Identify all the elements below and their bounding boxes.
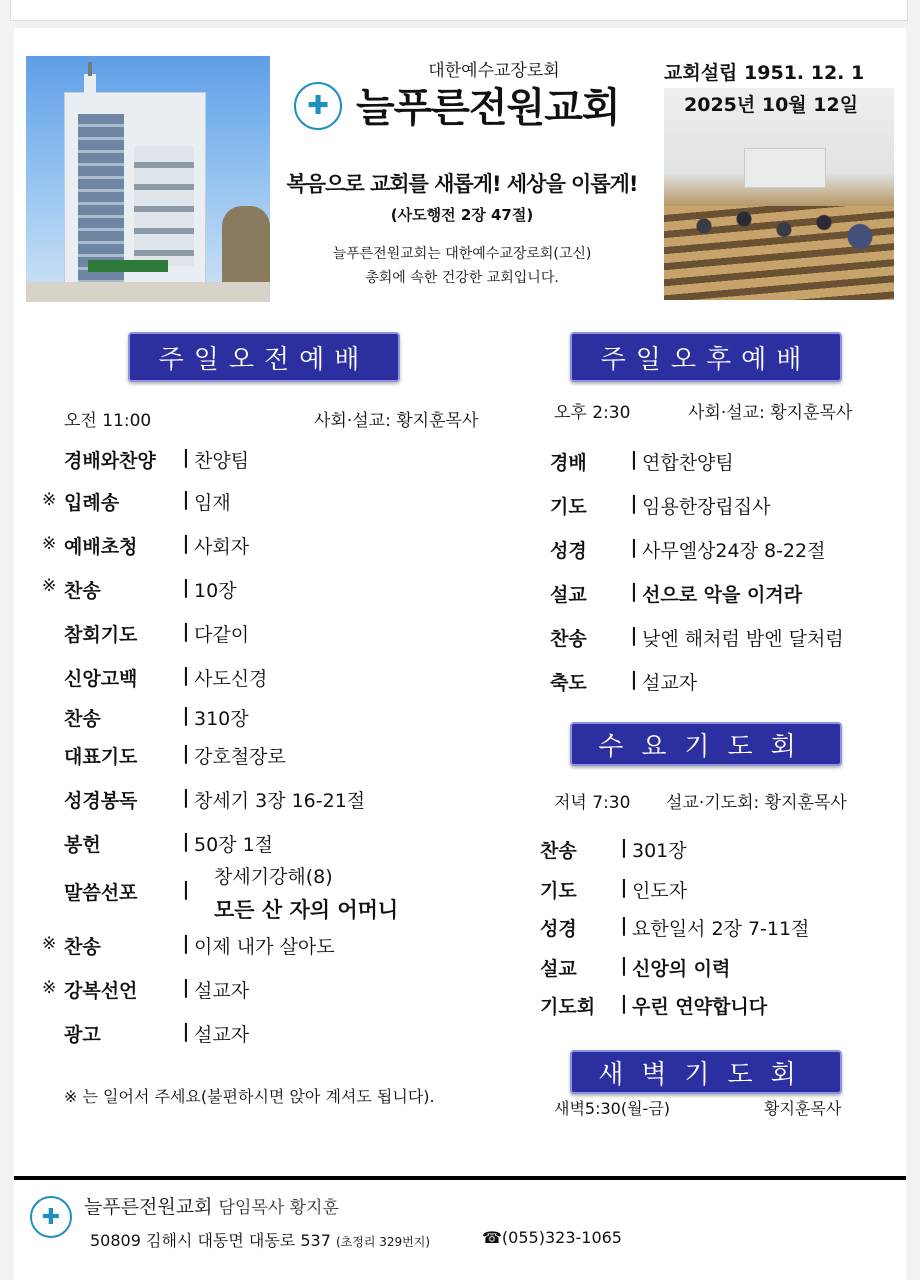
- dawn-leader: 황지훈목사: [764, 1099, 842, 1118]
- footer-divider: [14, 1176, 906, 1180]
- morning-item: 찬송 | 이제 내가 살아도: [64, 932, 335, 958]
- wednesday-prayer-banner: 수요기도회: [570, 722, 842, 766]
- morning-time: 오전 11:00: [64, 411, 152, 431]
- footer-address-note: (초정리 329번지): [335, 1235, 431, 1249]
- previous-page-strip: [10, 0, 908, 21]
- denomination: 대한예수교장로회: [428, 61, 560, 81]
- morning-item: 참회기도 | 다같이: [64, 620, 250, 646]
- bulletin-date: 2025년 10월 12일: [684, 94, 859, 116]
- standing-note: ※ 는 일어서 주세요(불편하시면 앉아 계셔도 됩니다).: [64, 1087, 435, 1106]
- footer-logo-icon: ✚: [30, 1196, 72, 1238]
- footer-phone: ☎(055)323-1065: [482, 1228, 622, 1247]
- wednesday-leader: 설교·기도회: 황지훈목사: [666, 793, 847, 813]
- wednesday-item: 찬송 | 301장: [540, 836, 687, 862]
- footer-church-name: 늘푸른전원교회: [84, 1196, 213, 1218]
- wednesday-item: 설교 | 신앙의 이력: [540, 954, 731, 980]
- footer-church: [84, 1192, 339, 1219]
- morning-item: 봉헌 | 50장 1절: [64, 830, 274, 856]
- wednesday-item: 성경 | 요한일서 2장 7-11절: [540, 914, 810, 940]
- stand-mark: ※: [42, 534, 57, 554]
- church-name: 늘푸른전원교회: [356, 85, 620, 131]
- morning-service-banner: 주일오전예배: [128, 332, 400, 382]
- wednesday-time: 저녁 7:30: [554, 793, 631, 813]
- dawn-time: 새벽5:30(월-금): [554, 1099, 671, 1118]
- morning-item: 성경봉독 | 창세기 3장 16-21절: [64, 786, 366, 812]
- motto-reference: (사도행전 2장 47절): [390, 206, 534, 224]
- sermon-series: 창세기강해(8): [214, 866, 333, 888]
- morning-item: 찬송 | 310장: [64, 704, 249, 730]
- morning-item: 예배초청 | 사회자: [64, 532, 250, 558]
- bulletin-page: [14, 28, 906, 1280]
- footer-address: [90, 1228, 430, 1251]
- morning-item: 대표기도 | 강호철장로: [64, 742, 286, 768]
- founded-date: 교회설립 1951. 12. 1: [664, 62, 865, 84]
- morning-item: 신앙고백 | 사도신경: [64, 664, 268, 690]
- morning-leader: 사회·설교: 황지훈목사: [314, 411, 479, 431]
- afternoon-item: 기도 | 임용한장립집사: [550, 492, 771, 518]
- footer-address-main: 50809 김해시 대동면 대동로 537: [90, 1231, 331, 1250]
- church-logo-icon: ✚: [294, 82, 342, 130]
- afternoon-item: 찬송 | 낮엔 해처럼 밤엔 달처럼: [550, 624, 844, 650]
- morning-item: 광고 | 설교자: [64, 1020, 250, 1046]
- morning-item: 강복선언 | 설교자: [64, 976, 250, 1002]
- wednesday-item: 기도회 | 우린 연약합니다: [540, 992, 768, 1018]
- wednesday-item: 기도 | 인도자: [540, 876, 688, 902]
- stand-mark: ※: [42, 576, 57, 596]
- afternoon-item: 설교 | 선으로 악을 이겨라: [550, 580, 803, 606]
- afternoon-item: 성경 | 사무엘상24장 8-22절: [550, 536, 826, 562]
- afternoon-item: 축도 | 설교자: [550, 668, 698, 694]
- morning-item: 입례송 | 임재: [64, 488, 231, 514]
- sermon-title: 모든 산 자의 어머니: [214, 898, 399, 922]
- morning-item: 경배와찬양 | 찬양팀: [64, 446, 250, 472]
- morning-item: 말씀선포 |: [64, 878, 190, 904]
- description-line-1: 늘푸른전원교회는 대한예수교장로회(고신): [332, 246, 592, 262]
- motto: 복음으로 교회를 새롭게! 세상을 이롭게!: [286, 172, 638, 196]
- church-building-photo: [26, 56, 270, 302]
- morning-item: 찬송 | 10장: [64, 576, 237, 602]
- dawn-prayer-banner: 새벽기도회: [570, 1050, 842, 1094]
- afternoon-service-banner: 주일오후예배: [570, 332, 842, 382]
- church-description: [272, 242, 652, 290]
- afternoon-item: 경배 | 연합찬양팀: [550, 448, 734, 474]
- footer-pastor: 담임목사 황지훈: [218, 1198, 339, 1218]
- stand-mark: ※: [42, 490, 57, 510]
- afternoon-time: 오후 2:30: [554, 403, 631, 423]
- description-line-2: 총회에 속한 건강한 교회입니다.: [365, 270, 559, 286]
- afternoon-leader: 사회·설교: 황지훈목사: [688, 403, 853, 423]
- worship-service-photo: [664, 88, 894, 300]
- stand-mark: ※: [42, 978, 57, 998]
- stand-mark: ※: [42, 934, 57, 954]
